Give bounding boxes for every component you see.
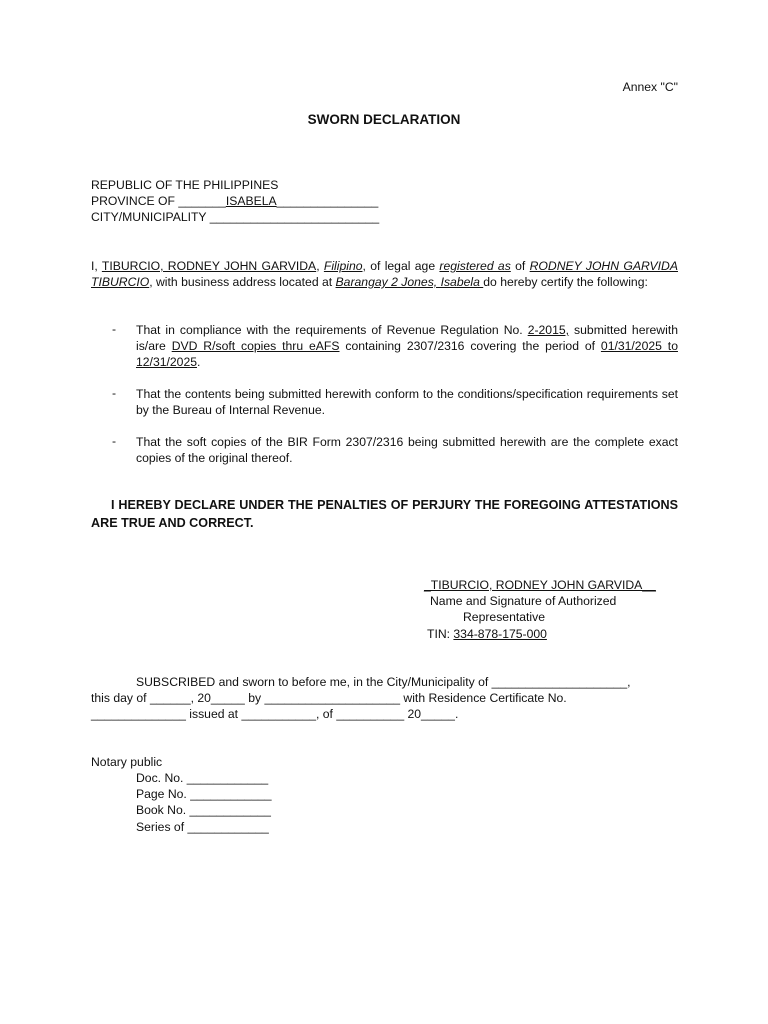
intro-text: I, xyxy=(91,259,102,273)
bullet-dash: - xyxy=(112,386,117,400)
doc-no-line: Doc. No. ____________ xyxy=(136,771,269,785)
bullet-text: submitted herewith is/are xyxy=(136,323,678,353)
perjury-declaration: I HEREBY DECLARE UNDER THE PENALTIES OF PERJURY THE FOREGOING ATTESTATIONS ARE TRUE AND CORRECT. xyxy=(91,498,678,530)
intro-text: , xyxy=(316,259,324,273)
declarant-name: TIBURCIO, RODNEY JOHN GARVIDA xyxy=(101,259,317,273)
intro-text: , with business address located at xyxy=(149,275,336,289)
citizenship: Filipino xyxy=(323,259,363,273)
annex-label: Annex "C" xyxy=(622,80,678,94)
tin-value: 334-878-175-000 xyxy=(453,627,547,641)
bullet-item-compliance xyxy=(136,322,678,370)
city-blank: _________________________ xyxy=(209,210,380,224)
province-line xyxy=(91,194,378,208)
series-of-line: Series of ____________ xyxy=(136,820,269,834)
page-no-line: Page No. ____________ xyxy=(136,787,272,801)
province-label: PROVINCE OF xyxy=(91,194,179,208)
signature-label-line2: Representative xyxy=(463,610,545,624)
intro-paragraph xyxy=(91,258,678,290)
city-label: CITY/MUNICIPALITY xyxy=(91,210,210,224)
intro-text: do hereby certify the following: xyxy=(483,275,648,289)
intro-text: of xyxy=(510,259,530,273)
submission-media: DVD R/soft copies thru eAFS xyxy=(171,339,340,353)
republic-line: REPUBLIC OF THE PHILIPPINES xyxy=(91,178,279,192)
signatory-name xyxy=(424,578,656,592)
tin-label: TIN: xyxy=(427,627,454,641)
signatory-name-text: _TIBURCIO, RODNEY JOHN GARVIDA__ xyxy=(424,578,656,592)
province-post-blank: _______________ xyxy=(276,194,379,208)
covered-period: 01/31/2025 to 12/31/2025 xyxy=(136,339,678,369)
bullet-text: containing 2307/2316 covering the period of xyxy=(339,339,601,353)
book-no-line: Book No. ____________ xyxy=(136,803,271,817)
province-value: ISABELA xyxy=(225,194,277,208)
notary-public-label: Notary public xyxy=(91,755,163,769)
tin-line xyxy=(427,627,547,641)
business-address: Barangay 2 Jones, Isabela xyxy=(335,275,484,289)
bullet-text: . xyxy=(197,355,201,369)
business-name: RODNEY JOHN GARVIDA TIBURCIO xyxy=(91,259,678,289)
city-line xyxy=(91,210,379,224)
jurat-line-3: ______________ issued at ___________, of __________ 20_____. xyxy=(91,707,459,721)
jurat-line-1: SUBSCRIBED and sworn to before me, in the City/Municipality of ____________________, xyxy=(136,675,631,689)
revenue-regulation-no: 2-2015, xyxy=(527,323,570,337)
province-pre-blank: _______ xyxy=(178,194,226,208)
signature-label-line1: Name and Signature of Authorized xyxy=(430,594,617,608)
registered-as: registered as xyxy=(439,259,511,273)
intro-text: , of legal age xyxy=(362,259,440,273)
bullet-text: That in compliance with the requirements of Revenue Regulation No. xyxy=(136,323,528,337)
bullet-dash: - xyxy=(112,322,117,336)
jurat-line-2: this day of ______, 20_____ by ____________________ with Residence Certificate No. xyxy=(91,691,567,705)
document-title: SWORN DECLARATION xyxy=(307,112,461,127)
bullet-item-soft-copies: That the soft copies of the BIR Form 2307/2316 being submitted herewith are the complete exact copies of the original thereof. xyxy=(136,435,678,465)
bullet-dash: - xyxy=(112,434,117,448)
bullet-item-contents: That the contents being submitted herewith conform to the conditions/specification requirements set by the Bureau of Internal Revenue. xyxy=(136,387,678,417)
